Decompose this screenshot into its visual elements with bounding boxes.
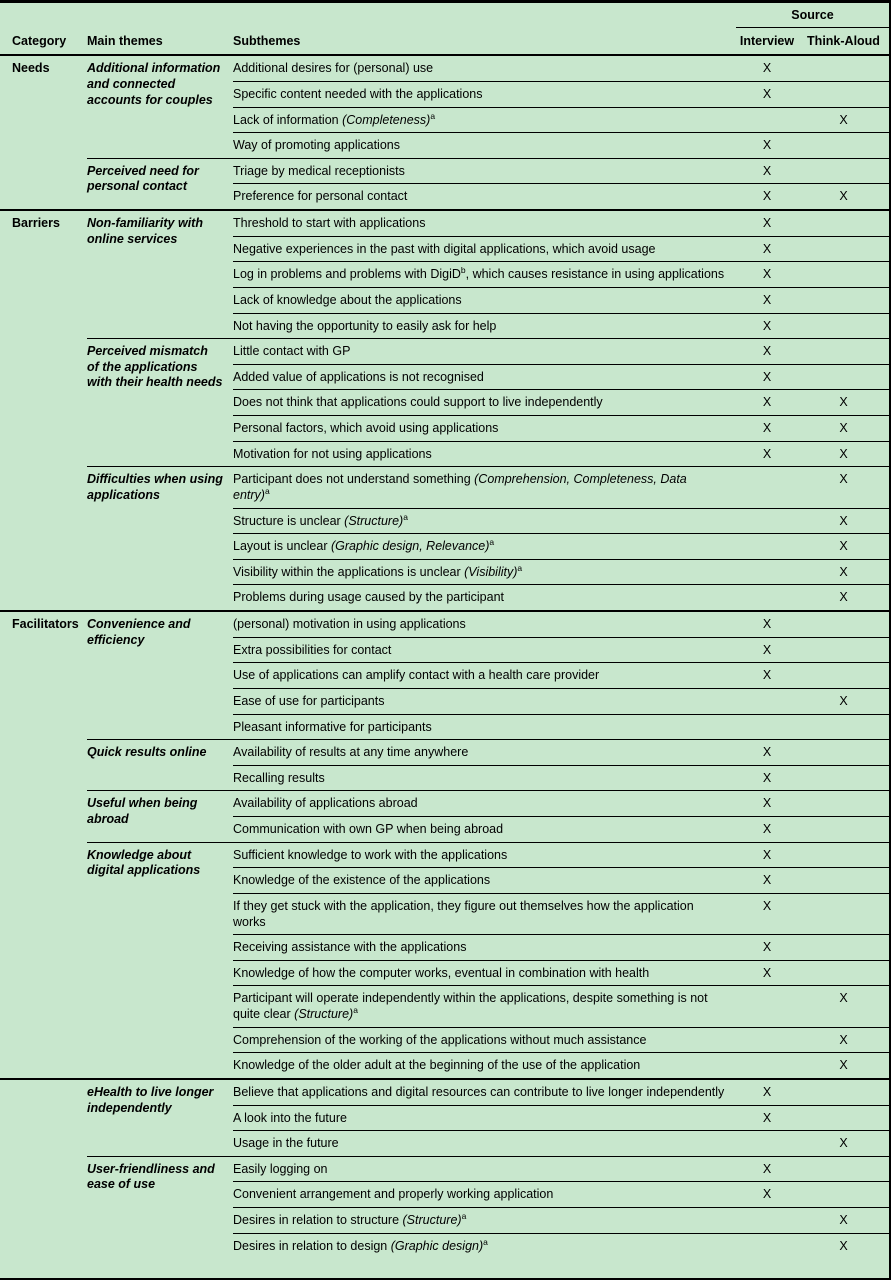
interview-mark: X	[762, 965, 772, 980]
subtheme-label: Desires in relation to structure (Structure)$^a$	[233, 1210, 467, 1227]
subtheme-label: Motivation for not using applications	[233, 446, 432, 461]
table-row	[233, 533, 889, 559]
table-row	[233, 960, 889, 986]
table-row	[233, 1105, 889, 1131]
subtheme-label: Threshold to start with applications	[233, 216, 426, 230]
think-aloud-mark: X	[839, 472, 848, 487]
think-aloud-mark: X	[839, 112, 848, 127]
subtheme-label: Not having the opportunity to easily ask for help	[233, 318, 497, 333]
interview-mark	[736, 509, 798, 534]
think-aloud-mark	[798, 133, 889, 158]
themes-group	[87, 1080, 889, 1258]
subtheme-label: Problems during usage caused by the participant	[233, 590, 504, 605]
subtheme-label: Preference for personal contact	[233, 189, 408, 204]
subthemes-group	[233, 843, 889, 1078]
interview-mark	[736, 1208, 798, 1233]
table-header	[0, 3, 889, 56]
category-section	[0, 610, 889, 1078]
interview-mark	[736, 986, 798, 1026]
subtheme-label: Way of promoting applications	[233, 138, 400, 153]
think-aloud-mark: X	[839, 590, 848, 605]
table-row	[233, 1157, 889, 1182]
source-header-label: Source	[791, 8, 834, 22]
think-aloud-mark	[798, 766, 889, 791]
theme-group	[87, 56, 889, 158]
table-row	[233, 985, 889, 1026]
think-aloud-mark: X	[839, 446, 848, 461]
theme-group	[87, 466, 889, 610]
subtheme-label: Knowledge of the existence of the applications	[233, 873, 491, 888]
table-row	[233, 364, 889, 390]
think-aloud-mark	[798, 868, 889, 893]
main-theme-label: Knowledge about digital applications	[87, 847, 201, 878]
table-row	[233, 1080, 889, 1105]
think-aloud-mark	[798, 612, 889, 637]
interview-mark: X	[762, 1161, 772, 1176]
table-row	[233, 339, 889, 364]
interview-mark: X	[762, 344, 772, 359]
subthemes-column-header: Subthemes	[233, 33, 301, 48]
subtheme-label: Sufficient knowledge to work with the applications	[233, 847, 508, 862]
interview-mark	[736, 467, 798, 507]
subtheme-label: Usage in the future	[233, 1136, 339, 1151]
interview-mark: X	[762, 873, 772, 888]
interview-mark: X	[762, 1187, 772, 1202]
think-aloud-mark: X	[839, 693, 848, 708]
table-row	[233, 662, 889, 688]
think-aloud-mark	[798, 82, 889, 107]
subtheme-label: Added value of applications is not recognised	[233, 369, 484, 384]
table-row	[233, 867, 889, 893]
subtheme-label: Does not think that applications could support to live independently	[233, 395, 603, 410]
table-row	[233, 56, 889, 81]
themes-group	[87, 612, 889, 1078]
subthemes-group	[233, 1157, 889, 1259]
think-aloud-mark: X	[839, 1032, 848, 1047]
source-column-group	[736, 3, 889, 28]
interview-mark	[736, 1028, 798, 1053]
theme-group	[87, 1080, 889, 1156]
subtheme-label: Negative experiences in the past with digital applications, which avoid usage	[233, 241, 656, 256]
think-aloud-mark: X	[839, 513, 848, 528]
think-aloud-mark: X	[839, 564, 848, 579]
think-aloud-mark	[798, 56, 889, 81]
think-aloud-mark	[798, 288, 889, 313]
subtheme-label: Extra possibilities for contact	[233, 642, 392, 657]
source-header-row	[0, 3, 889, 28]
interview-mark: X	[762, 446, 772, 461]
subtheme-label: Desires in relation to design (Graphic design)$^a$	[233, 1236, 488, 1253]
interview-mark	[736, 689, 798, 714]
main-theme-label: Perceived mismatch of the applications with their health needs	[87, 344, 223, 390]
interview-mark: X	[762, 216, 772, 230]
think-aloud-mark	[798, 961, 889, 986]
subthemes-group	[233, 211, 889, 338]
subthemes-group	[233, 56, 889, 158]
subtheme-label: Pleasant informative for participants	[233, 719, 432, 734]
think-aloud-mark	[798, 262, 889, 287]
table-row	[233, 261, 889, 287]
interview-mark: X	[762, 617, 772, 631]
subthemes-group	[233, 467, 889, 610]
interview-mark: X	[762, 138, 772, 153]
subtheme-label: Receiving assistance with the applications	[233, 940, 467, 955]
table-row	[233, 159, 889, 184]
interview-mark	[736, 585, 798, 610]
category-label: Facilitators	[12, 617, 79, 631]
subtheme-label: Availability of applications abroad	[233, 796, 418, 811]
category-column-header: Category	[12, 33, 67, 48]
interview-mark: X	[762, 395, 772, 410]
subthemes-group	[233, 339, 889, 466]
main-theme-label: User-friendliness and ease of use	[87, 1161, 215, 1192]
subthemes-group	[233, 612, 889, 739]
table-row	[233, 313, 889, 339]
category-label	[0, 1080, 87, 1258]
think-aloud-mark: X	[839, 395, 848, 410]
table-row	[233, 287, 889, 313]
subtheme-label: Believe that applications and digital resources can contribute to live longer independently	[233, 1084, 725, 1099]
subthemes-group	[233, 791, 889, 841]
think-aloud-mark: X	[839, 1213, 848, 1227]
table-row	[233, 714, 889, 740]
table-row	[233, 81, 889, 107]
think-aloud-mark: X	[839, 1238, 848, 1253]
interview-mark: X	[762, 61, 772, 76]
interview-mark: X	[762, 1110, 772, 1125]
table-row	[233, 467, 889, 507]
subtheme-label: Knowledge of the older adult at the beginning of the use of the application	[233, 1058, 641, 1073]
interview-mark: X	[762, 668, 772, 683]
table-row	[233, 765, 889, 791]
table-row	[233, 183, 889, 209]
subtheme-label: Visibility within the applications is unclear (Visibility)$^a$	[233, 562, 523, 579]
think-aloud-mark	[798, 1080, 889, 1105]
think-aloud-mark	[798, 314, 889, 339]
table-row	[233, 441, 889, 467]
theme-group	[87, 1156, 889, 1259]
subtheme-label: (personal) motivation in using applications	[233, 617, 466, 631]
subtheme-label: Use of applications can amplify contact with a health care provider	[233, 668, 600, 683]
table-row	[233, 559, 889, 585]
subthemes-group	[233, 159, 889, 209]
table-row	[233, 132, 889, 158]
think-aloud-mark: X	[839, 1136, 848, 1151]
think-aloud-mark	[798, 365, 889, 390]
table-row	[233, 1027, 889, 1053]
interview-mark: X	[762, 745, 772, 760]
table-row	[233, 415, 889, 441]
interview-mark: X	[762, 940, 772, 955]
subtheme-label: Additional desires for (personal) use	[233, 61, 434, 76]
theme-group	[87, 158, 889, 209]
category-section	[0, 56, 889, 209]
interview-mark: X	[762, 421, 772, 435]
interview-mark: X	[762, 796, 772, 811]
subtheme-label: Layout is unclear (Graphic design, Relevance)$^a$	[233, 536, 495, 554]
table-row	[233, 893, 889, 934]
table-row	[233, 1181, 889, 1207]
interview-mark	[736, 534, 798, 559]
subtheme-label: Lack of knowledge about the applications	[233, 292, 462, 307]
themes-group	[87, 211, 889, 610]
think-aloud-mark: X	[839, 1058, 848, 1073]
table-row	[233, 816, 889, 842]
table-row	[233, 389, 889, 415]
main-theme-label: Convenience and efficiency	[87, 617, 191, 647]
subthemes-group	[233, 740, 889, 790]
think-aloud-mark	[798, 740, 889, 765]
interview-mark: X	[762, 770, 772, 785]
subtheme-label: Communication with own GP when being abroad	[233, 822, 504, 836]
subtheme-label: A look into the future	[233, 1110, 347, 1125]
main-theme-label: Useful when being abroad	[87, 796, 198, 826]
table-row	[233, 1233, 889, 1259]
table-body	[0, 56, 889, 1258]
interview-mark: X	[762, 189, 772, 204]
think-aloud-mark	[798, 1182, 889, 1207]
think-aloud-mark	[798, 159, 889, 184]
main-theme-label: Difficulties when using applications	[87, 472, 223, 502]
subtheme-label: Convenient arrangement and properly working application	[233, 1187, 554, 1202]
think-aloud-mark	[798, 663, 889, 688]
think-aloud-mark: X	[839, 189, 848, 204]
subthemes-group	[233, 1080, 889, 1156]
category-label: Barriers	[12, 216, 60, 230]
subtheme-label: Personal factors, which avoid using applications	[233, 421, 499, 435]
interview-mark: X	[762, 1084, 772, 1099]
interview-mark: X	[762, 241, 772, 256]
subtheme-label: Log in problems and problems with DigiD$^b$, which causes resistance in using applications	[233, 265, 725, 282]
interview-mark: X	[762, 369, 772, 384]
subtheme-label: Availability of results at any time anywhere	[233, 745, 469, 760]
main-theme-label: Quick results online	[87, 745, 207, 760]
theme-group	[87, 842, 889, 1078]
think-aloud-mark	[798, 1106, 889, 1131]
think-aloud-mark: X	[839, 991, 848, 1006]
subtheme-label: Triage by medical receptionists	[233, 163, 405, 178]
main-theme-label: Perceived need for personal contact	[87, 163, 199, 194]
interview-mark: X	[762, 642, 772, 657]
table-row	[233, 107, 889, 133]
subtheme-label: Specific content needed with the applications	[233, 86, 483, 101]
think-aloud-column-header: Think-Aloud	[807, 33, 880, 48]
interview-mark	[736, 1053, 798, 1078]
interview-mark: X	[762, 822, 772, 836]
main-themes-column-header: Main themes	[87, 33, 163, 48]
think-aloud-mark	[798, 211, 889, 236]
main-theme-label: Additional information and connected accounts for couples	[87, 61, 221, 107]
table-row	[233, 934, 889, 960]
interview-mark	[736, 1234, 798, 1259]
think-aloud-mark	[798, 638, 889, 663]
table-row	[233, 1207, 889, 1233]
subtheme-label: Participant does not understand something (Comprehension, Completeness, Data entry)$^a$	[233, 472, 687, 502]
main-theme-label: eHealth to live longer independently	[87, 1084, 214, 1115]
think-aloud-mark: X	[839, 421, 848, 435]
interview-column-header: Interview	[739, 33, 795, 48]
theme-group	[87, 739, 889, 790]
table-row	[233, 1052, 889, 1078]
subtheme-label: Comprehension of the working of the applications without much assistance	[233, 1032, 647, 1047]
interview-mark: X	[762, 292, 772, 307]
table-row	[233, 1130, 889, 1156]
table-row	[233, 211, 889, 236]
table-row	[233, 612, 889, 637]
theme-group	[87, 338, 889, 466]
theme-group	[87, 612, 889, 739]
interview-mark: X	[762, 267, 772, 282]
interview-mark: X	[762, 847, 772, 862]
subtheme-label: Structure is unclear (Structure)$^a$	[233, 511, 408, 528]
interview-mark	[736, 560, 798, 585]
think-aloud-mark	[798, 791, 889, 816]
subtheme-label: Little contact with GP	[233, 344, 351, 359]
interview-mark	[736, 1131, 798, 1156]
think-aloud-mark: X	[839, 539, 848, 554]
think-aloud-mark	[798, 935, 889, 960]
subtheme-label: Easily logging on	[233, 1161, 328, 1176]
think-aloud-mark	[798, 237, 889, 262]
interview-mark: X	[762, 318, 772, 333]
subtheme-label: Participant will operate independently within the applications, despite something is not quite clear (Structure)$^a$	[233, 991, 708, 1021]
table-row	[233, 740, 889, 765]
think-aloud-mark	[798, 339, 889, 364]
category-section	[0, 1078, 889, 1258]
themes-group	[87, 56, 889, 209]
table-row	[233, 236, 889, 262]
interview-mark	[736, 108, 798, 133]
think-aloud-mark	[798, 894, 889, 934]
think-aloud-mark	[798, 843, 889, 868]
interview-mark: X	[762, 86, 772, 101]
subtheme-label: Lack of information (Completeness)$^a$	[233, 110, 436, 127]
category-section	[0, 209, 889, 610]
think-aloud-mark	[798, 1157, 889, 1182]
think-aloud-mark	[798, 817, 889, 842]
subtheme-label: If they get stuck with the application, they figure out themselves how the application works	[233, 898, 694, 929]
column-headers-row	[0, 28, 889, 57]
table-row	[233, 688, 889, 714]
table-row	[233, 637, 889, 663]
think-aloud-mark	[798, 715, 889, 740]
subtheme-label: Ease of use for participants	[233, 693, 385, 708]
table-row	[233, 584, 889, 610]
theme-group	[87, 790, 889, 841]
interview-mark	[736, 715, 798, 740]
interview-mark: X	[762, 163, 772, 178]
table-row	[233, 791, 889, 816]
subtheme-label: Recalling results	[233, 770, 325, 785]
main-theme-label: Non-familiarity with online services	[87, 216, 203, 246]
subtheme-label: Knowledge of how the computer works, eventual in combination with health	[233, 965, 650, 980]
table-row	[233, 508, 889, 534]
category-label: Needs	[12, 61, 50, 76]
table-row	[233, 843, 889, 868]
theme-group	[87, 211, 889, 338]
interview-mark: X	[762, 898, 772, 913]
